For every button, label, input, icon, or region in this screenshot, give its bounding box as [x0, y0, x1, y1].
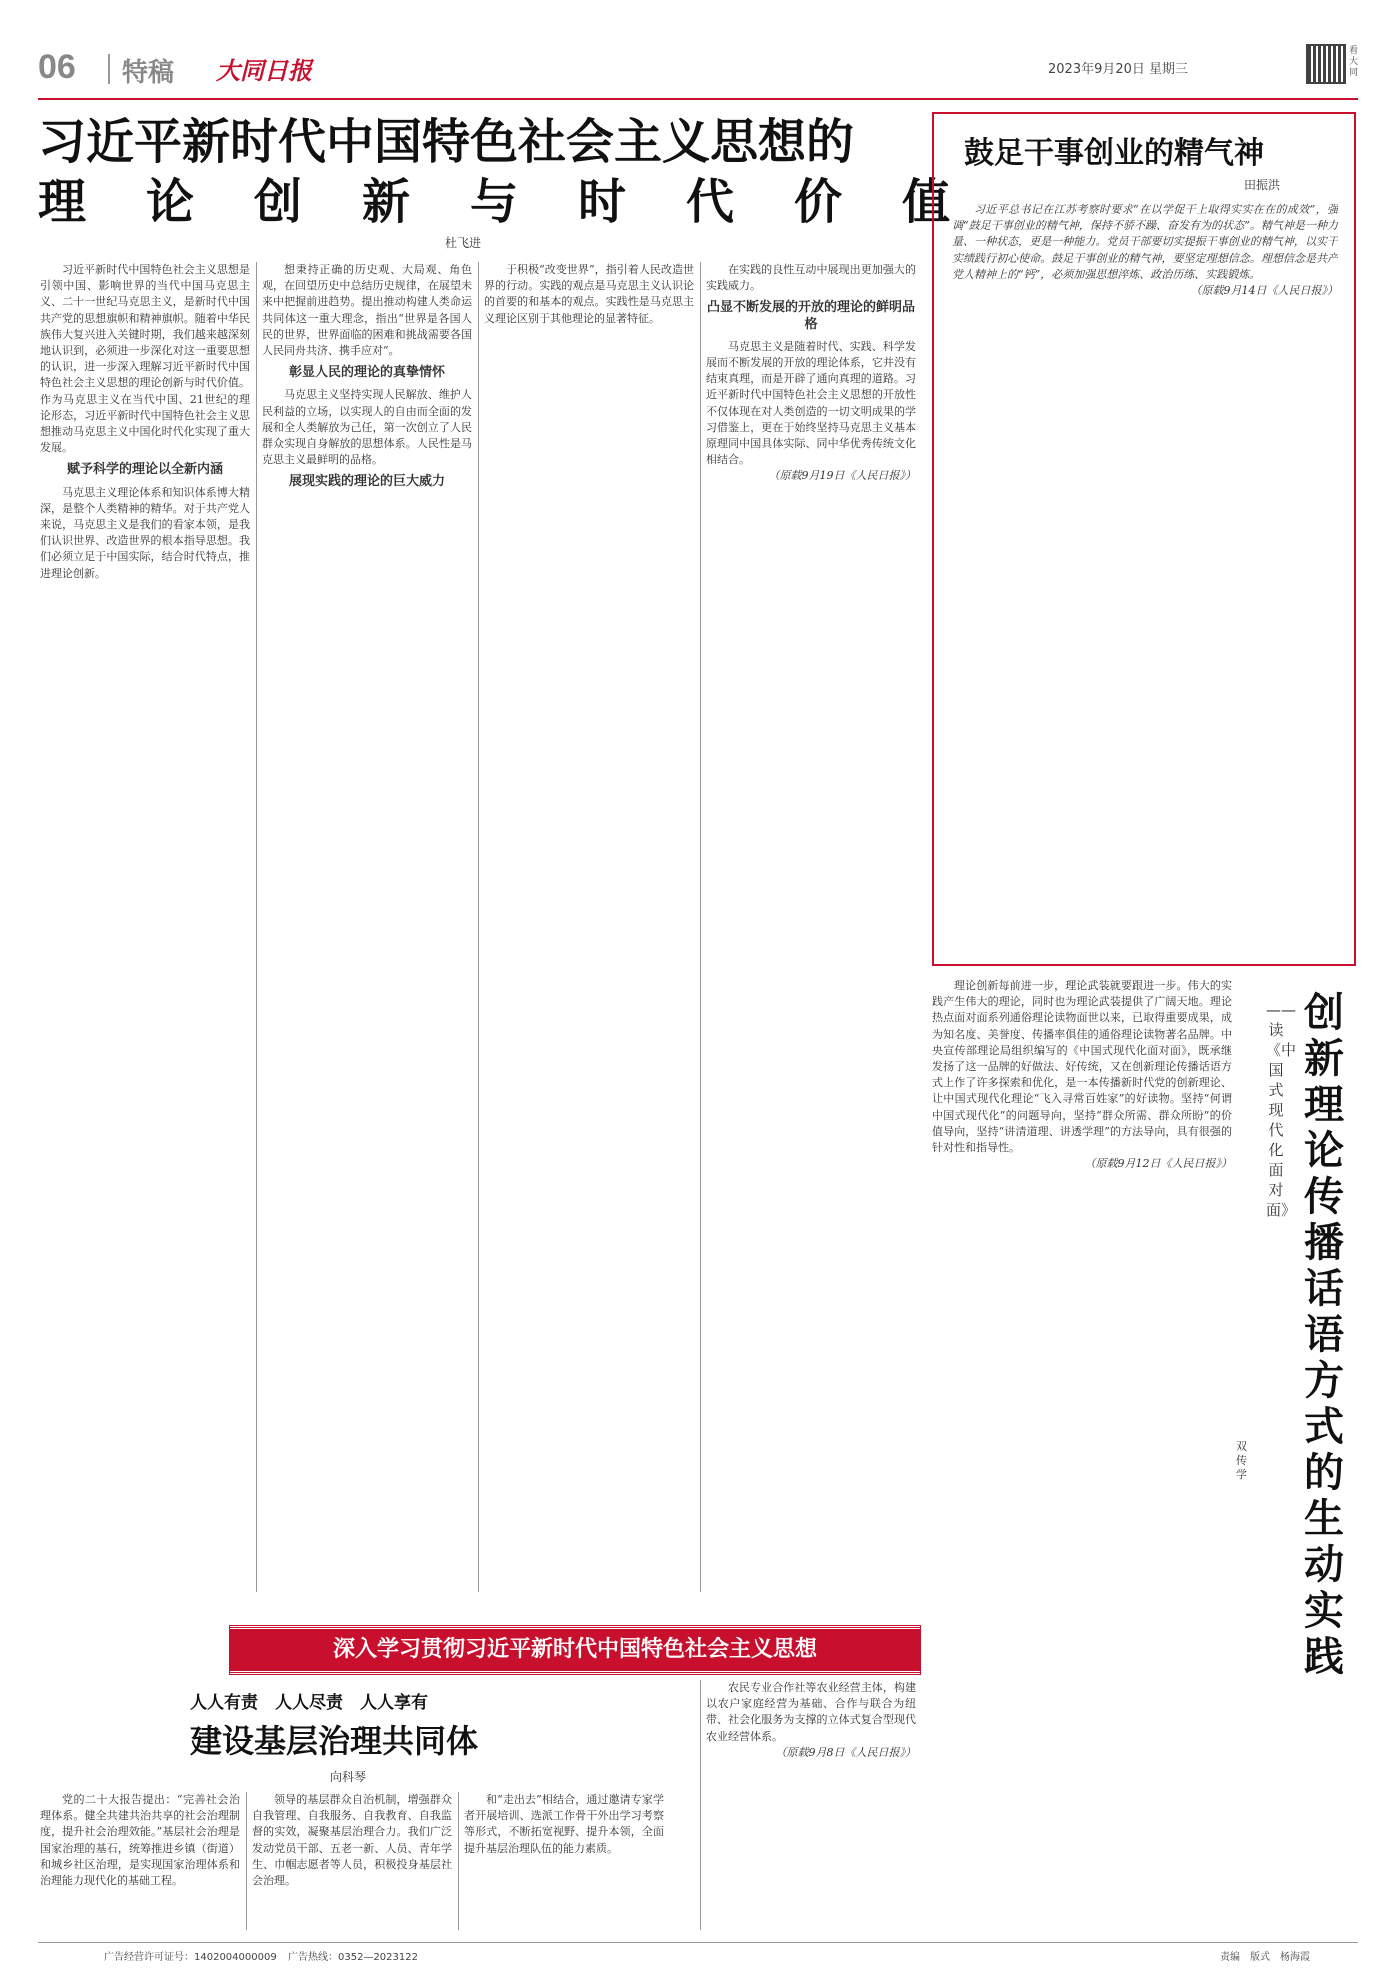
issue-date: 2023年9月20日 星期三: [1048, 62, 1189, 77]
right-source: （原载9月12日《人民日报》）: [1084, 1157, 1232, 1171]
col-divider: [458, 1792, 459, 1930]
footer-rule: [38, 1942, 1358, 1943]
bottom-col1-text: 党的二十大报告提出：“完善社会治理体系。健全共建共治共享的社会治理制度，提升社会治理效能。”基层社会治理是国家治理的基石，统筹推进乡镇（街道）和城乡社区治理，是实现国家治理体系和治理能力现代化的基础工程。: [40, 1793, 240, 1888]
bottom-column-1: [40, 1792, 240, 1932]
page-number: 06: [38, 48, 76, 86]
footer-phone: 广告热线：0352—2023122: [288, 1952, 418, 1963]
right-article-body: [932, 978, 1232, 1858]
col-divider: [700, 1680, 701, 1930]
main-col4-intro: 在实践的良性互动中展现出更加强大的实践威力。: [706, 263, 916, 293]
main-col2b-text: 马克思主义坚持实现人民解放、维护人民利益的立场，以实现人的自由而全面的发展和全人类解放为己任，第一次创立了人民群众实现自身解放的思想体系。人民性是马克思主义最鲜明的品格。: [262, 388, 472, 467]
bottom-column-2: [252, 1792, 452, 1932]
box-title: 鼓足干事创业的精气神: [964, 136, 1264, 171]
theme-banner-text: 深入学习贯彻习近平新时代中国特色社会主义思想: [332, 1637, 817, 1662]
masthead: [38, 44, 1358, 96]
col-divider: [700, 262, 701, 1592]
qr-label: 看大同: [1349, 46, 1359, 78]
right-article-title: 创新理论传播话语方式的生动实践: [1304, 990, 1344, 1680]
main-column-3: [484, 262, 694, 1614]
qr-code-icon: [1306, 44, 1346, 84]
col-divider: [478, 262, 479, 1592]
bottom-col3-text: 和“走出去”相结合，通过邀请专家学者开展培训、选派工作骨干外出学习考察等形式，不断拓宽视野、提升本领，全面提升基层治理队伍的能力素质。: [464, 1793, 664, 1855]
main-col2-subheading: 彰显人民的理论的真挚情怀: [288, 365, 445, 381]
bottom-col4-text: 农民专业合作社等农业经营主体，构建以农户家庭经营为基础、合作与联合为纽带、社会化服务为支撑的立体式复合型现代农业经营体系。: [706, 1681, 916, 1743]
bottom-title: 建设基层治理共同体: [190, 1722, 479, 1760]
main-col4-subheading: 凸显不断发展的开放的理论的鲜明品格: [706, 300, 915, 332]
box-article: [932, 112, 1356, 966]
main-col3-text: 于积极“改变世界”，指引着人民改造世界的行动。实践的观点是马克思主义认识论的首要的和基本的观点。实践性是马克思主义理论区别于其他理论的显著特征。: [484, 263, 694, 325]
section-name: 特稿: [122, 58, 175, 88]
right-article-author: 双传学: [1236, 1440, 1247, 1481]
bottom-column-3: [464, 1792, 664, 1932]
footer-editors: 责编 版式 杨海霞: [1220, 1952, 1310, 1963]
theme-banner: [230, 1626, 920, 1674]
masthead-rule: [38, 98, 1358, 100]
bottom-column-4: [706, 1680, 916, 1932]
box-body-text: 习近平总书记在江苏考察时要求“在以学促干上取得实实在在的成效”，强调“鼓足干事创业的精气神，保持不骄不躁、奋发有为的状态”。精气神是一种力量、一种状态，更是一种能力。党员干部要切实提振干事创业的精气神，以实干实绩践行初心使命。鼓足干事创业的精气神，要坚定理想信念。理想信念是共产党人精神上的“钙”，必须加强思想淬炼、政治历练、实践锻炼。: [952, 203, 1338, 281]
main-column-2: [262, 262, 472, 1614]
box-author: 田振洪: [1244, 178, 1281, 192]
main-col1b-text: 马克思主义理论体系和知识体系博大精深，是整个人类精神的精华。对于共产党人来说，马克思主义是我们的看家本领，是我们认识世界、改造世界的根本指导思想。我们必须立足于中国实际，结合时代特点，推进理论创新。: [40, 485, 250, 580]
bottom-col2-text: 领导的基层群众自治机制，增强群众自我管理、自我服务、自我教育、自我监督的实效，凝聚基层治理合力。我们广泛发动党员干部、五老一新、人员、青年学生、巾帼志愿者等人员，积极投身基层社会治理。: [252, 1793, 452, 1888]
main-col1-text: 习近平新时代中国特色社会主义思想是引领中国、影响世界的当代中国马克思主义、二十一世纪马克思主义，是新时代中国共产党的思想旗帜和精神旗帜。随着中华民族伟大复兴进入关键时期，我们越来越深刻地认识到，必须进一步深化对这一重要思想的认识，进一步深入理解习近平新时代中国特色社会主义思想的理论创新与时代价值。作为马克思主义在当代中国、21世纪的理论形态，习近平新时代中国特色社会主义思想推动马克思主义中国化时代化实现了重大发展。: [40, 263, 250, 455]
masthead-divider: [108, 54, 110, 84]
right-article-subtitle: ——读《中国式现代化面对面》: [1266, 1001, 1297, 1219]
main-col4-source: （原载9月19日《人民日报》）: [768, 469, 916, 483]
main-col4-text: 马克思主义是随着时代、实践、科学发展而不断发展的开放的理论体系，它并没有结束真理，而是开辟了通向真理的道路。习近平新时代中国特色社会主义思想的开放性不仅体现在对人类创造的一切文明成果的学习借鉴上，更在于始终坚持马克思主义基本原理同中国具体实际、同中华优秀传统文化相结合。: [706, 339, 916, 467]
newspaper-logo: 大同日报: [216, 56, 312, 85]
main-author: 杜飞进: [445, 236, 482, 250]
right-body-text: 理论创新每前进一步，理论武装就要跟进一步。伟大的实践产生伟大的理论，同时也为理论武装提供了广阔天地。理论热点面对面系列通俗理论读物面世以来，已取得重要成果，成为知名度、美誉度、传播率俱佳的通俗理论读物著名品牌。中央宣传部理论局组织编写的《中国式现代化面对面》，既承继发扬了这一品牌的好做法、好传统，又在创新理论传播话语方式上作了许多探索和优化，是一本传播新时代党的创新理论、让中国式现代化理论“飞入寻常百姓家”的好读物。坚持“何谓中国式现代化”的问题导向，坚持“群众所需、群众所盼”的价值导向，坚持“讲清道理、讲透学理”的方法导向，具有很强的针对性和指导性。: [932, 979, 1232, 1155]
bottom-author: 向科琴: [330, 1770, 367, 1784]
box-body: [952, 202, 1338, 942]
main-headline: [38, 112, 957, 232]
main-headline-line1: 习近平新时代中国特色社会主义思想的: [38, 114, 855, 170]
main-col1-subheading: 赋予科学的理论以全新内涵: [66, 462, 223, 478]
bottom-col4-source: （原载9月8日《人民日报》）: [775, 1745, 916, 1759]
col-divider: [256, 262, 257, 1592]
main-headline-line2: 理 论 创 新 与 时 代 价 值: [38, 174, 957, 230]
main-col2-text: 想秉持正确的历史观、大局观、角色观，在回望历史中总结历史规律，在展望未来中把握前进趋势。提出推动构建人类命运共同体这一重大理念，指出“世界是各国人民的世界，世界面临的困难和挑战需要各国人民同舟共济、携手应对”。: [262, 263, 472, 358]
bottom-kicker: 人人有责 人人尽责 人人享有: [190, 1693, 428, 1713]
main-column-4: [706, 262, 916, 1614]
box-source: （原载9月14日《人民日报》）: [1190, 284, 1338, 298]
main-column-1: [40, 262, 250, 1614]
main-col2-subheading-2: 展现实践的理论的巨大威力: [288, 474, 445, 490]
col-divider: [246, 1792, 247, 1930]
footer-license: 广告经营许可证号：1402004000009: [104, 1952, 277, 1963]
